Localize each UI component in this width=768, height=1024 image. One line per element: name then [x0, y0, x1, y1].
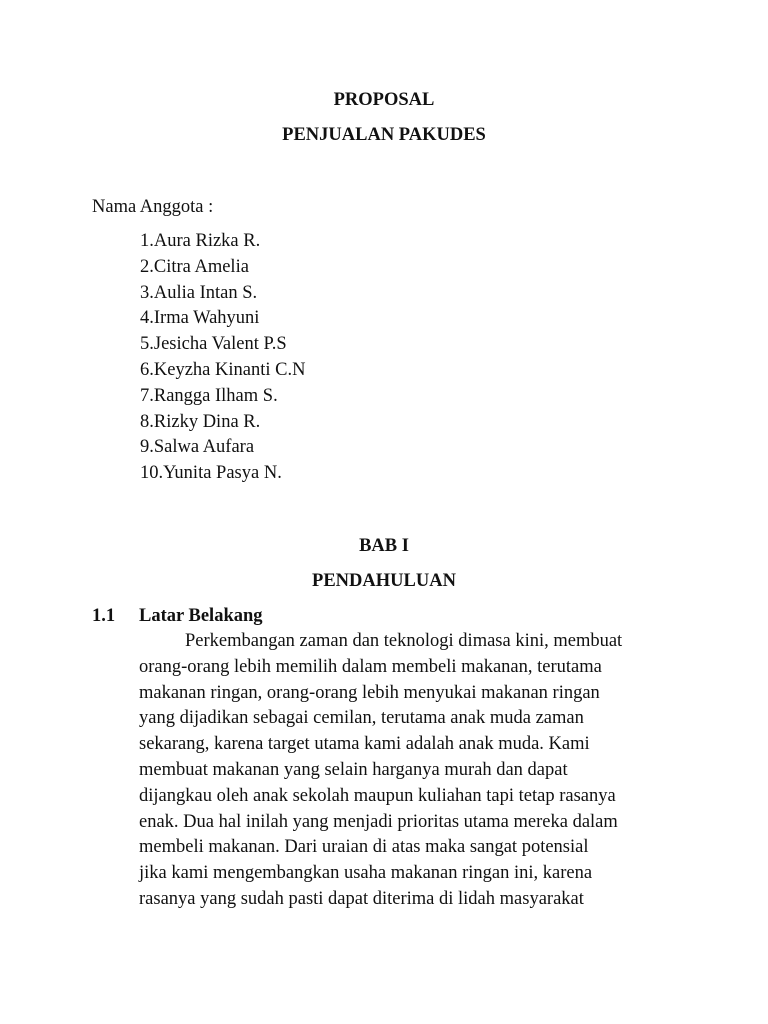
members-label: Nama Anggota :	[92, 197, 214, 217]
body-line: membeli makanan. Dari uraian di atas maka sangat potensial	[139, 837, 589, 858]
members-list	[140, 232, 305, 490]
member-item: 7.Rangga Ilham S.	[140, 385, 278, 406]
member-item: 8.Rizky Dina R.	[140, 411, 261, 432]
body-line: makanan ringan, orang-orang lebih menyukai makanan ringan	[139, 682, 600, 703]
section-number: 1.1	[92, 606, 116, 626]
document-subtitle: PENJUALAN PAKUDES	[282, 125, 486, 145]
body-line: jika kami mengembangkan usaha makanan ringan ini, karena	[139, 863, 593, 884]
body-line: rasanya yang sudah pasti dapat diterima di lidah masyarakat	[139, 888, 584, 909]
member-item: 3.Aulia Intan S.	[140, 282, 258, 303]
member-item: 9.Salwa Aufara	[140, 437, 255, 458]
body-line: membuat makanan yang selain harganya murah dan dapat	[139, 759, 568, 780]
section-title: Latar Belakang	[139, 606, 263, 626]
body-line: orang-orang lebih memilih dalam membeli makanan, terutama	[139, 656, 602, 677]
body-line: dijangkau oleh anak sekolah maupun kuliahan tapi tetap rasanya	[139, 785, 616, 806]
member-item: 5.Jesicha Valent P.S	[140, 334, 287, 355]
body-line: sekarang, karena target utama kami adalah anak muda. Kami	[139, 734, 590, 755]
chapter-number: BAB I	[359, 536, 409, 556]
body-line: yang dijadikan sebagai cemilan, terutama anak muda zaman	[139, 708, 584, 729]
member-item: 6.Keyzha Kinanti C.N	[140, 359, 306, 380]
member-item: 10.Yunita Pasya N.	[140, 463, 282, 484]
member-item: 4.Irma Wahyuni	[140, 308, 260, 329]
section-body	[139, 632, 699, 916]
document-title: PROPOSAL	[333, 90, 435, 110]
member-item: 2.Citra Amelia	[140, 256, 249, 277]
member-item: 1.Aura Rizka R.	[140, 231, 261, 251]
chapter-title: PENDAHULUAN	[312, 571, 456, 591]
body-line: Perkembangan zaman dan teknologi dimasa kini, membuat	[185, 631, 623, 651]
body-line: enak. Dua hal inilah yang menjadi prioritas utama mereka dalam	[139, 811, 618, 832]
